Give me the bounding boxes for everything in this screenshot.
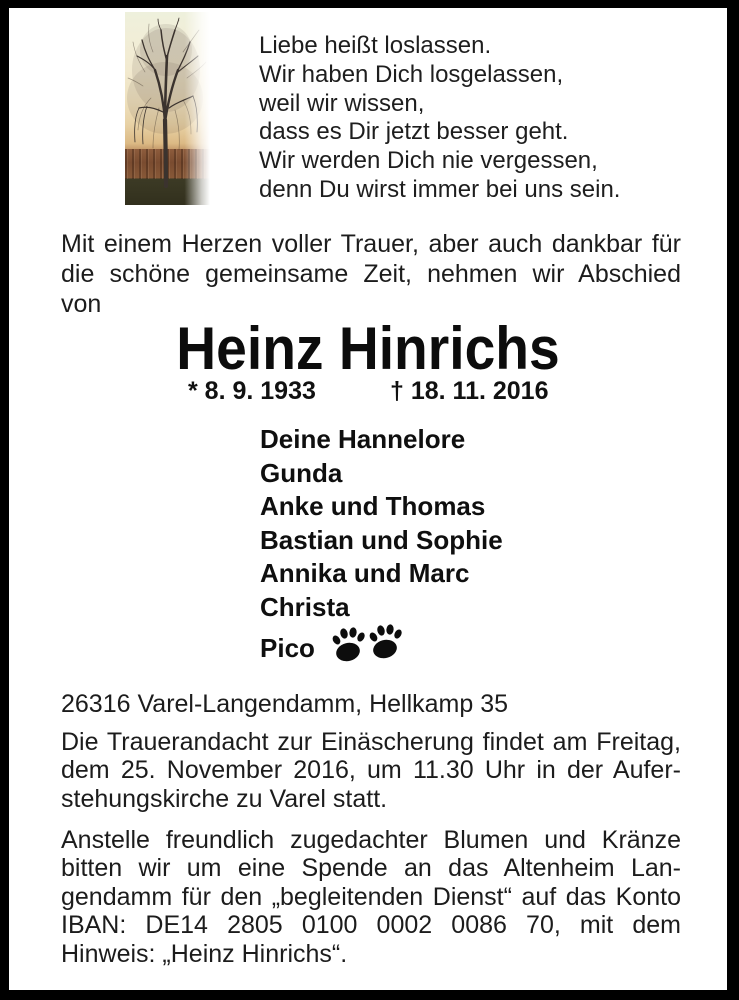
poem-line: Liebe heißt loslassen. [259,32,492,59]
donation-paragraph [61,826,681,968]
mourner-name: Annika und Marc [260,558,470,588]
birth-date: * 8. 9. 1933 [188,377,316,405]
mourner-name: Pico [260,633,315,663]
intro-paragraph [61,229,681,319]
memorial-tree-photo [125,12,210,205]
intro-line: Mit einem Herzen voller Trauer, aber auch dankbar für [61,230,681,258]
mourner-name: Gunda [260,457,343,488]
poem-line: denn Du wirst immer bei uns sein. [259,175,621,203]
intro-line: die schöne gemeinsame Zeit, nehmen wir Abschied [61,260,681,288]
poem-line: weil wir wissen, [259,89,425,117]
service-line: Die Trauerandacht zur Einäscherung findet am Freitag, [61,728,681,756]
poem-line: Wir werden Dich nie vergessen, [259,147,598,175]
poem-line: Wir haben Dich losgelassen, [259,60,564,88]
mourner-name: Christa [260,591,350,622]
donation-line: gendamm für den „begleitenden Dienst“ auf das Konto [61,882,681,911]
service-line: stehungskirche zu Varel statt. [61,784,388,813]
bare-tree-icon [125,12,210,205]
mourner-name: Deine Hannelore [260,424,466,454]
service-paragraph [61,728,681,813]
donation-line: bitten wir um eine Spende an das Altenheim Lan- [61,854,681,883]
mourner-name-pet [260,624,503,673]
service-line: dem 25. November 2016, um 11.30 Uhr in der Aufer- [61,756,681,785]
paw-prints-icon [331,624,405,673]
poem-line: dass es Dir jetzt besser geht. [259,118,569,146]
donation-line: IBAN: DE14 2805 0100 0002 0086 70, mit dem [61,911,681,940]
mourner-name: Anke und Thomas [260,491,486,521]
donation-line: Hinweis: „Heinz Hinrichs“. [61,939,348,968]
donation-line: Anstelle freundlich zugedachter Blumen und Kränze [61,826,681,854]
mourners-list [260,423,503,673]
poem [259,32,620,205]
home-address: 26316 Varel-Langendamm, Hellkamp 35 [61,690,509,718]
deceased-name: Heinz Hinrichs [176,315,560,382]
life-dates [9,377,727,407]
intro-line: von [61,290,102,318]
mourner-name: Bastian und Sophie [260,524,503,555]
obituary-card [9,8,727,990]
death-date: † 18. 11. 2016 [390,377,549,405]
